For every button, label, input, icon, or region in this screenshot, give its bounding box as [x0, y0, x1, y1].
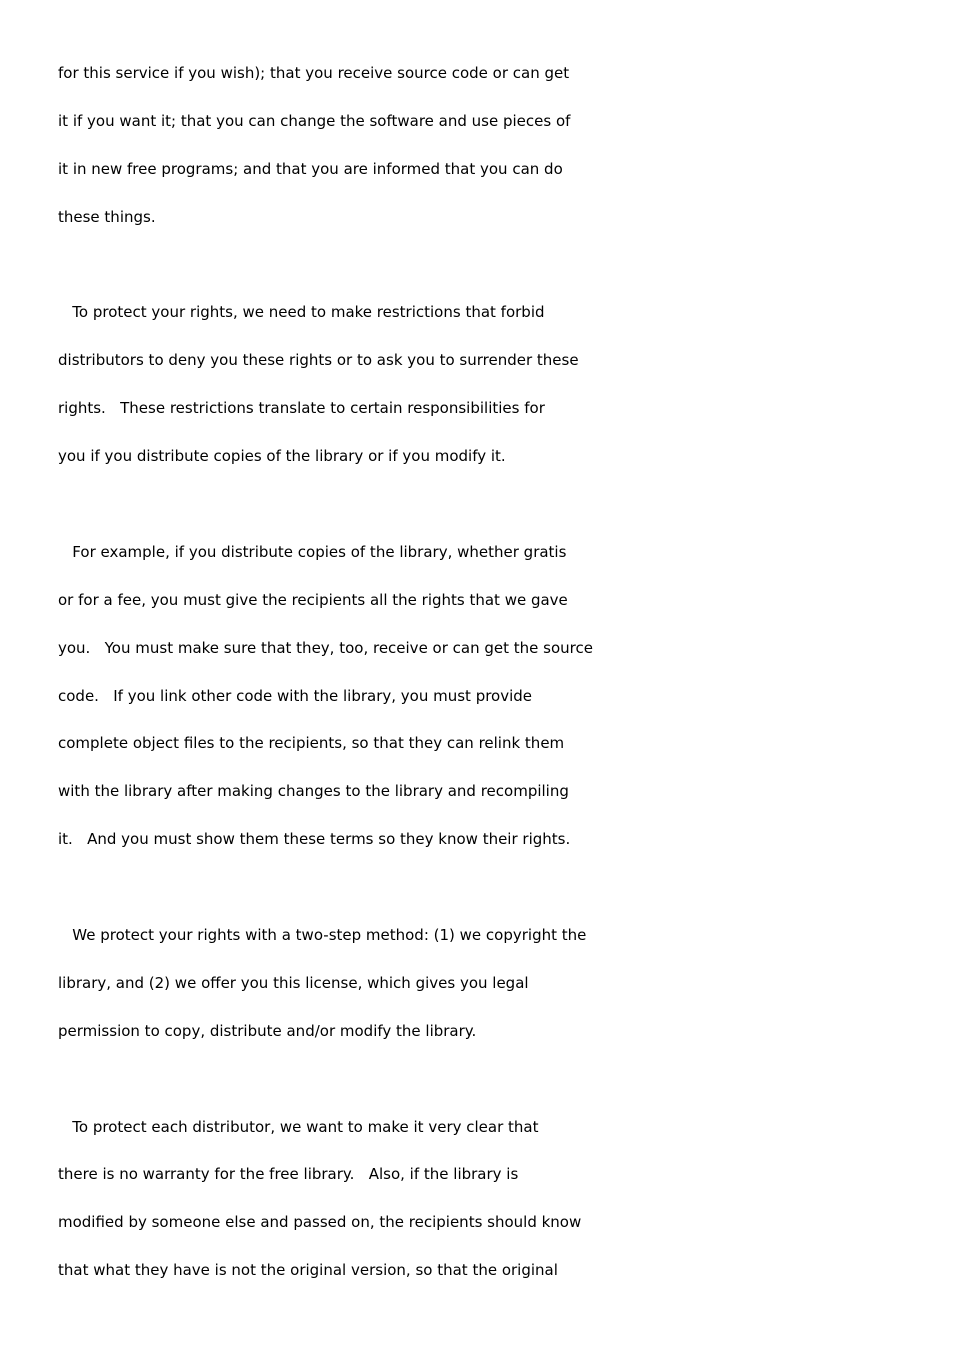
text-line: or for a fee, you must give the recipients all the rights that we gave — [58, 590, 568, 609]
text-line: it. And you must show them these terms so they know their rights. — [58, 830, 571, 849]
blank-line — [58, 250, 658, 298]
text-line: code. If you link other code with the library, you must provide — [58, 686, 533, 705]
text-line: you if you distribute copies of the library or if you modify it. — [58, 447, 506, 466]
text-line: library, and (2) we offer you this license, which gives you legal — [58, 973, 529, 992]
text-line: it if you want it; that you can change the software and use pieces of — [58, 111, 571, 130]
text-line: these things. — [58, 207, 156, 226]
text-line: We protect your rights with a two-step method: (1) we copyright the — [58, 926, 587, 945]
text-line: that what they have is not the original version, so that the original — [58, 1261, 558, 1280]
blank-line — [58, 872, 658, 920]
text-line: you. You must make sure that they, too, receive or can get the source — [58, 638, 593, 657]
blank-line — [58, 1064, 658, 1112]
text-line: For example, if you distribute copies of the library, whether gratis — [58, 542, 567, 561]
text-line: rights. These restrictions translate to certain responsibilities for — [58, 399, 545, 418]
text-line: complete object files to the recipients, so that they can relink them — [58, 734, 565, 753]
license-text-column — [58, 58, 658, 1303]
text-line: distributors to deny you these rights or to ask you to surrender these — [58, 351, 579, 370]
text-line: for this service if you wish); that you receive source code or can get — [58, 64, 570, 82]
text-line: there is no warranty for the free library. Also, if the library is — [58, 1165, 519, 1184]
text-line: with the library after making changes to the library and recompiling — [58, 782, 569, 801]
text-line: To protect each distributor, we want to make it very clear that — [58, 1117, 539, 1136]
blank-line — [58, 489, 658, 537]
text-line: it in new free programs; and that you are informed that you can do — [58, 159, 563, 178]
text-line: To protect your rights, we need to make restrictions that forbid — [58, 303, 545, 322]
text-line: modified by someone else and passed on, the recipients should know — [58, 1213, 582, 1232]
text-line: permission to copy, distribute and/or modify the library. — [58, 1021, 477, 1040]
